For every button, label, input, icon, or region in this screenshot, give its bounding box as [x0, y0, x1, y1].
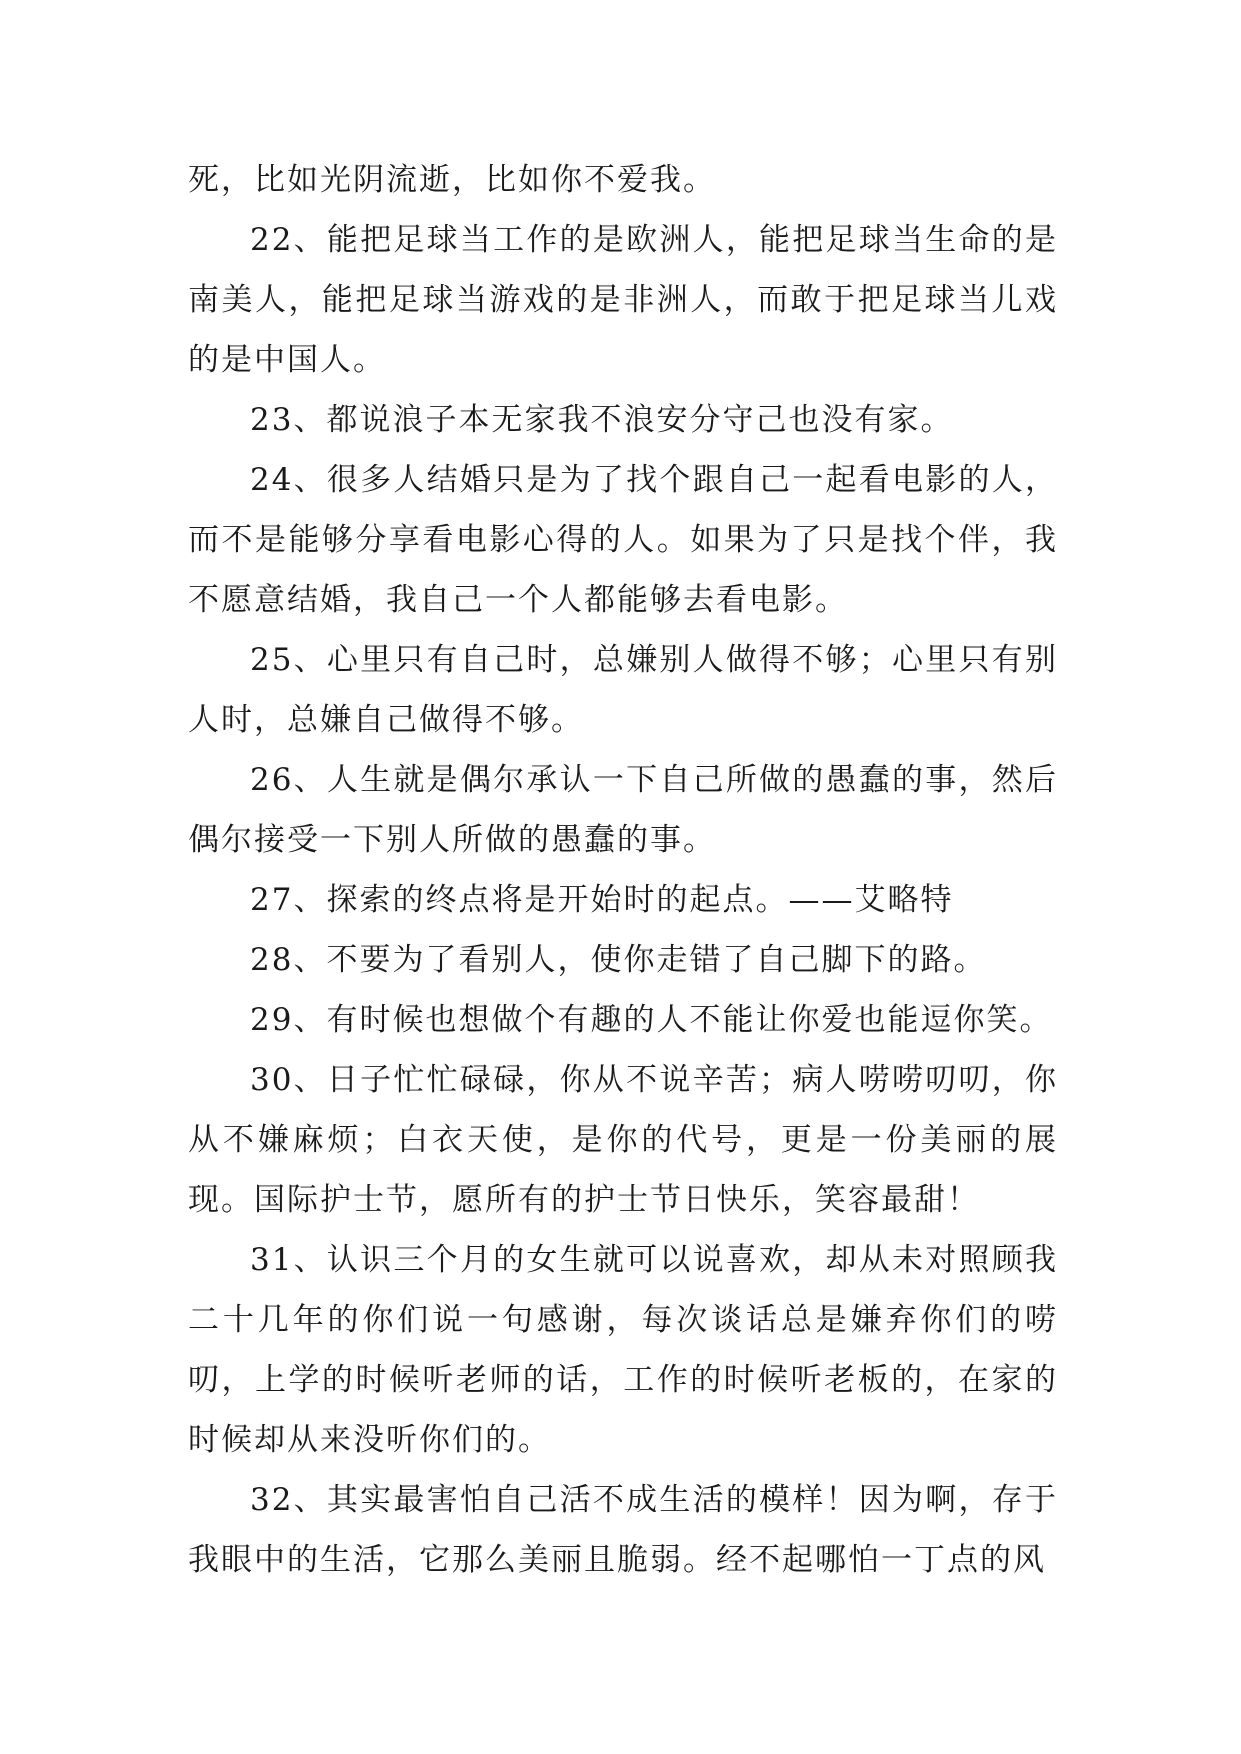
paragraph-24: 24、很多人结婚只是为了找个跟自己一起看电影的人，而不是能够分享看电影心得的人。如果为了只是找个伴，我不愿意结婚，我自己一个人都能够去看电影。 — [188, 462, 1058, 618]
paragraph-22: 22、能把足球当工作的是欧洲人，能把足球当生命的是南美人，能把足球当游戏的是非洲人，而敢于把足球当儿戏的是中国人。 — [188, 222, 1058, 378]
paragraph-25: 25、心里只有自己时，总嫌别人做得不够；心里只有别人时，总嫌自己做得不够。 — [188, 642, 1058, 738]
paragraph-23: 23、都说浪子本无家我不浪安分守己也没有家。 — [250, 402, 954, 438]
paragraph-26: 26、人生就是偶尔承认一下自己所做的愚蠢的事，然后偶尔接受一下别人所做的愚蠢的事。 — [188, 762, 1058, 858]
paragraph-32: 32、其实最害怕自己活不成生活的模样！因为啊，存于我眼中的生活，它那么美丽且脆弱。经不起哪怕一丁点的风 — [188, 1482, 1058, 1578]
paragraph-continuation: 死，比如光阴流逝，比如你不爱我。 — [188, 162, 716, 198]
paragraph-30: 30、日子忙忙碌碌，你从不说辛苦；病人唠唠叨叨，你从不嫌麻烦；白衣天使，是你的代号，更是一份美丽的展现。国际护士节，愿所有的护士节日快乐，笑容最甜！ — [188, 1062, 1058, 1218]
paragraph-27: 27、探索的终点将是开始时的起点。——艾略特 — [250, 882, 954, 918]
paragraph-31: 31、认识三个月的女生就可以说喜欢，却从未对照顾我二十几年的你们说一句感谢，每次谈话总是嫌弃你们的唠叨，上学的时候听老师的话，工作的时候听老板的，在家的时候却从来没听你们的。 — [188, 1242, 1058, 1458]
paragraph-28: 28、不要为了看别人，使你走错了自己脚下的路。 — [250, 942, 987, 978]
document-body — [188, 150, 1058, 1590]
paragraph-29: 29、有时候也想做个有趣的人不能让你爱也能逗你笑。 — [250, 1002, 1053, 1038]
